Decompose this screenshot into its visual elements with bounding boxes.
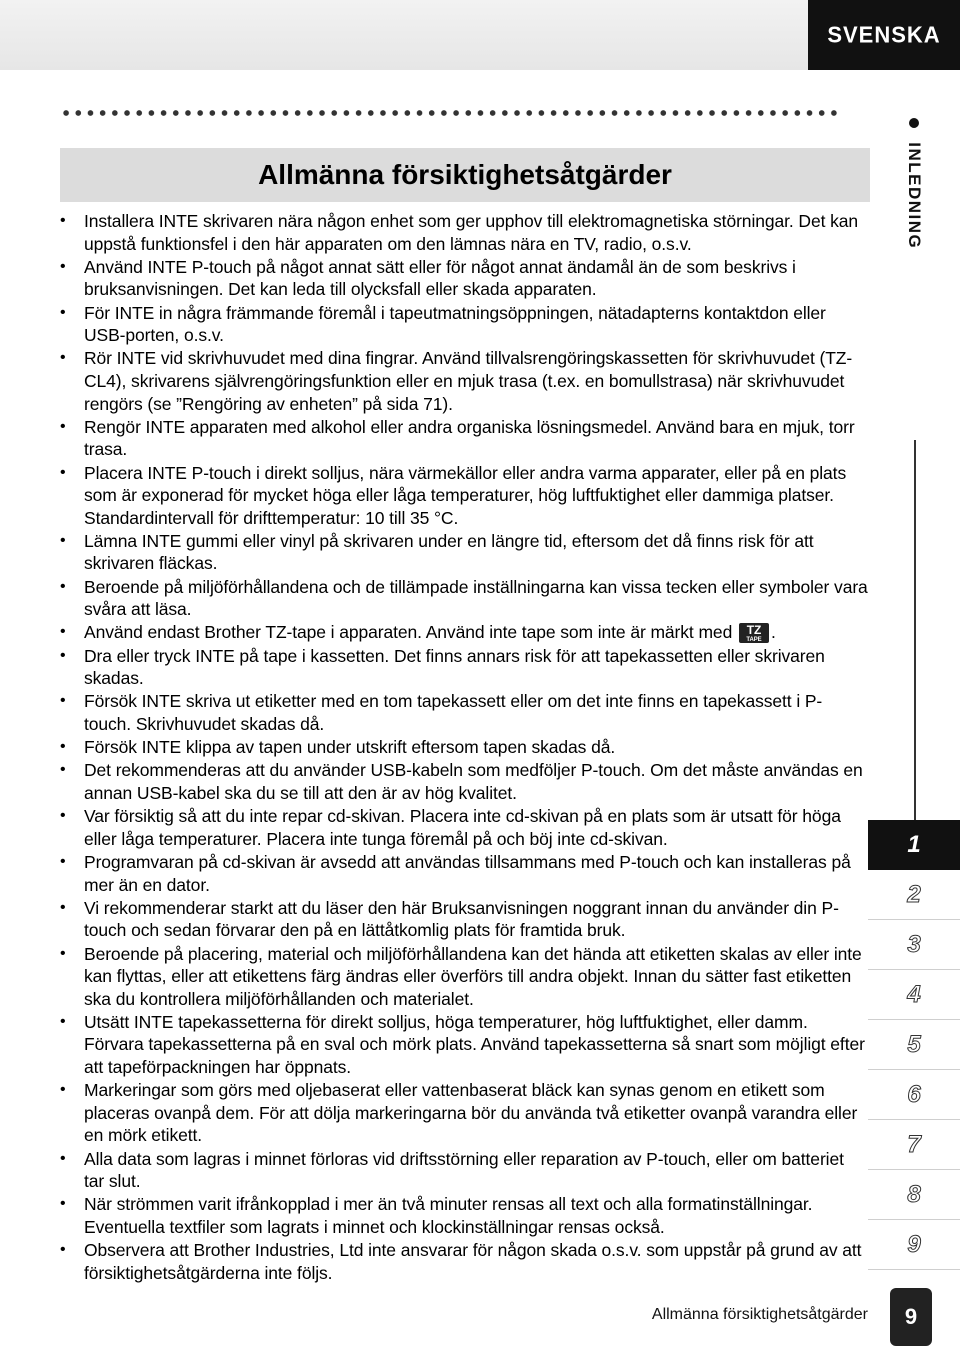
list-item: • Försök INTE skriva ut etiketter med en tom tapekassett eller om det inte finns en tapekassett i P-touch. Skrivhuvudet skadas då. <box>60 690 868 735</box>
list-item: • Lämna INTE gummi eller vinyl på skrivaren under en längre tid, eftersom det då finns risk för att skrivaren fläckas. <box>60 530 868 575</box>
section-label-text: INLEDNING <box>905 142 924 250</box>
section-label <box>896 118 924 249</box>
tz-icon-label: TZ <box>746 623 762 638</box>
chapter-number: 3 <box>907 930 921 958</box>
content-area <box>60 210 868 1285</box>
language-label: SVENSKA <box>827 21 941 48</box>
tz-tape-icon <box>739 623 769 643</box>
footer-title: Allmänna försiktighetsåtgärder <box>651 1306 868 1323</box>
page-number: 9 <box>890 1288 932 1346</box>
chapter-tab-3[interactable] <box>868 920 960 970</box>
chapter-tab-8[interactable] <box>868 1170 960 1220</box>
list-item: • Installera INTE skrivaren nära någon enhet som ger upphov till elektromagnetiska störningar. Det kan uppstå funktionsfel i den här apparaten om den lämnas nära en TV, radio, o.s.v. <box>60 210 868 255</box>
list-item: • Var försiktig så att du inte repar cd-skivan. Placera inte cd-skivan på en plats som är utsatt för höga eller låga temperaturer. Placera inte tunga föremål på och böj inte cd-skivan. <box>60 805 868 850</box>
list-item: • Observera att Brother Industries, Ltd inte ansvarar för någon skada o.s.v. som uppstår på grund av att försiktighetsåtgärderna inte följs. <box>60 1239 868 1284</box>
list-item: • Dra eller tryck INTE på tape i kassetten. Det finns annars risk för att tapekassetten eller skrivaren skadas. <box>60 645 868 690</box>
list-item: • Placera INTE P-touch i direkt solljus, nära värmekällor eller andra varma apparater, eller på en plats som är exponerad för mycket höga eller låga temperaturer, hög luftfuktighet eller dammiga platser. Standardintervall för drifttemperatur: 10 till 35 °C. <box>60 462 868 530</box>
chapter-index <box>868 820 960 1270</box>
tz-icon-sub: TAPE <box>746 637 762 644</box>
page-title: Allmänna försiktighetsåtgärder <box>258 159 672 190</box>
chapter-number: 4 <box>907 980 921 1008</box>
dotted-divider <box>60 108 840 118</box>
chapter-number: 2 <box>907 880 921 908</box>
chapter-tab-2[interactable] <box>868 870 960 920</box>
chapter-tab-5[interactable] <box>868 1020 960 1070</box>
list-item: • Försök INTE klippa av tapen under utskrift eftersom tapen skadas då. <box>60 736 868 759</box>
list-item-suffix: . <box>770 622 776 643</box>
list-item: • Beroende på placering, material och miljöförhållandena kan det hända att etiketten skalas av eller inte kan flyttas, eller att etikettens färg ändras eller överförs till andra objekt. Innan du sätter fast etiketten ska du kontrollera miljöförhållanden och materialet. <box>60 943 868 1011</box>
list-item-text: Använd endast Brother TZ-tape i apparaten. Använd inte tape som inte är märkt med <box>84 622 733 643</box>
chapter-number: 6 <box>907 1080 921 1108</box>
chapter-tab-4[interactable] <box>868 970 960 1020</box>
chapter-tab-9[interactable] <box>868 1220 960 1270</box>
precaution-list <box>60 210 868 1284</box>
chapter-number: 9 <box>907 1230 921 1258</box>
chapter-number: 1 <box>907 830 921 858</box>
header-band <box>0 0 808 70</box>
list-item: • När strömmen varit ifrånkopplad i mer än två minuter rensas all text och alla formatinställningar. Eventuella textfiler som lagrats i minnet och klockinställningar rensas också. <box>60 1193 868 1238</box>
list-item: • Använd INTE P-touch på något annat sätt eller för något annat ändamål än de som beskrivs i bruksanvisningen. Det kan leda till olycksfall eller skada apparaten. <box>60 256 868 301</box>
language-tab <box>808 0 960 70</box>
list-item: • Programvaran på cd-skivan är avsedd att användas tillsammans med P-touch och kan installeras på mer än en dator. <box>60 851 868 896</box>
chapter-number: 5 <box>907 1030 921 1058</box>
list-item: • Beroende på miljöförhållandena och de tillämpade inställningarna kan vissa tecken eller symboler vara svåra att läsa. <box>60 576 868 621</box>
list-item: • För INTE in några främmande föremål i tapeutmatningsöppningen, nätadapterns kontaktdon eller USB-porten, o.s.v. <box>60 302 868 347</box>
chapter-tab-7[interactable] <box>868 1120 960 1170</box>
sidebar-divider <box>914 440 916 820</box>
list-item <box>60 621 868 644</box>
list-item: • Vi rekommenderar starkt att du läser den här Bruksanvisningen noggrant innan du använder din P-touch och sedan förvarar den på en lättåtkomlig plats för framtida bruk. <box>60 897 868 942</box>
bullet-icon <box>909 118 919 128</box>
list-item: • Rengör INTE apparaten med alkohol eller andra organiska lösningsmedel. Använd bara en mjuk, torr trasa. <box>60 416 868 461</box>
chapter-tab-6[interactable] <box>868 1070 960 1120</box>
list-item: • Det rekommenderas att du använder USB-kabeln som medföljer P-touch. Om det måste användas en annan USB-kabel ska du se till att den är av hög kvalitet. <box>60 759 868 804</box>
chapter-tab-1[interactable] <box>868 820 960 870</box>
list-item: • Utsätt INTE tapekassetterna för direkt solljus, höga temperaturer, hög luftfuktighet, eller damm. Förvara tapekassetterna på en sval och mörk plats. Använd tapekassetterna så snart som möjligt efter att tapeförpackningen har öppnats. <box>60 1011 868 1079</box>
chapter-number: 7 <box>907 1130 921 1158</box>
list-item: • Rör INTE vid skrivhuvudet med dina fingrar. Använd tillvalsrengöringskassetten för skrivhuvudet (TZ-CL4), skrivarens självrengöringsfunktion eller en mjuk trasa (t.ex. en bomullstrasa) när skrivhuvudet rengörs (se ”Rengöring av enheten” på sida 71). <box>60 347 868 415</box>
list-item: • Alla data som lagras i minnet förloras vid driftsstörning eller reparation av P-touch, eller om batteriet tar slut. <box>60 1148 868 1193</box>
title-banner <box>60 148 870 202</box>
chapter-number: 8 <box>907 1180 921 1208</box>
list-item: • Markeringar som görs med oljebaserat eller vattenbaserat bläck kan synas genom en etikett som placeras ovanpå dem. För att dölja markeringarna bör du använda två etiketter ovanpå varandra eller en mörk etikett. <box>60 1079 868 1147</box>
